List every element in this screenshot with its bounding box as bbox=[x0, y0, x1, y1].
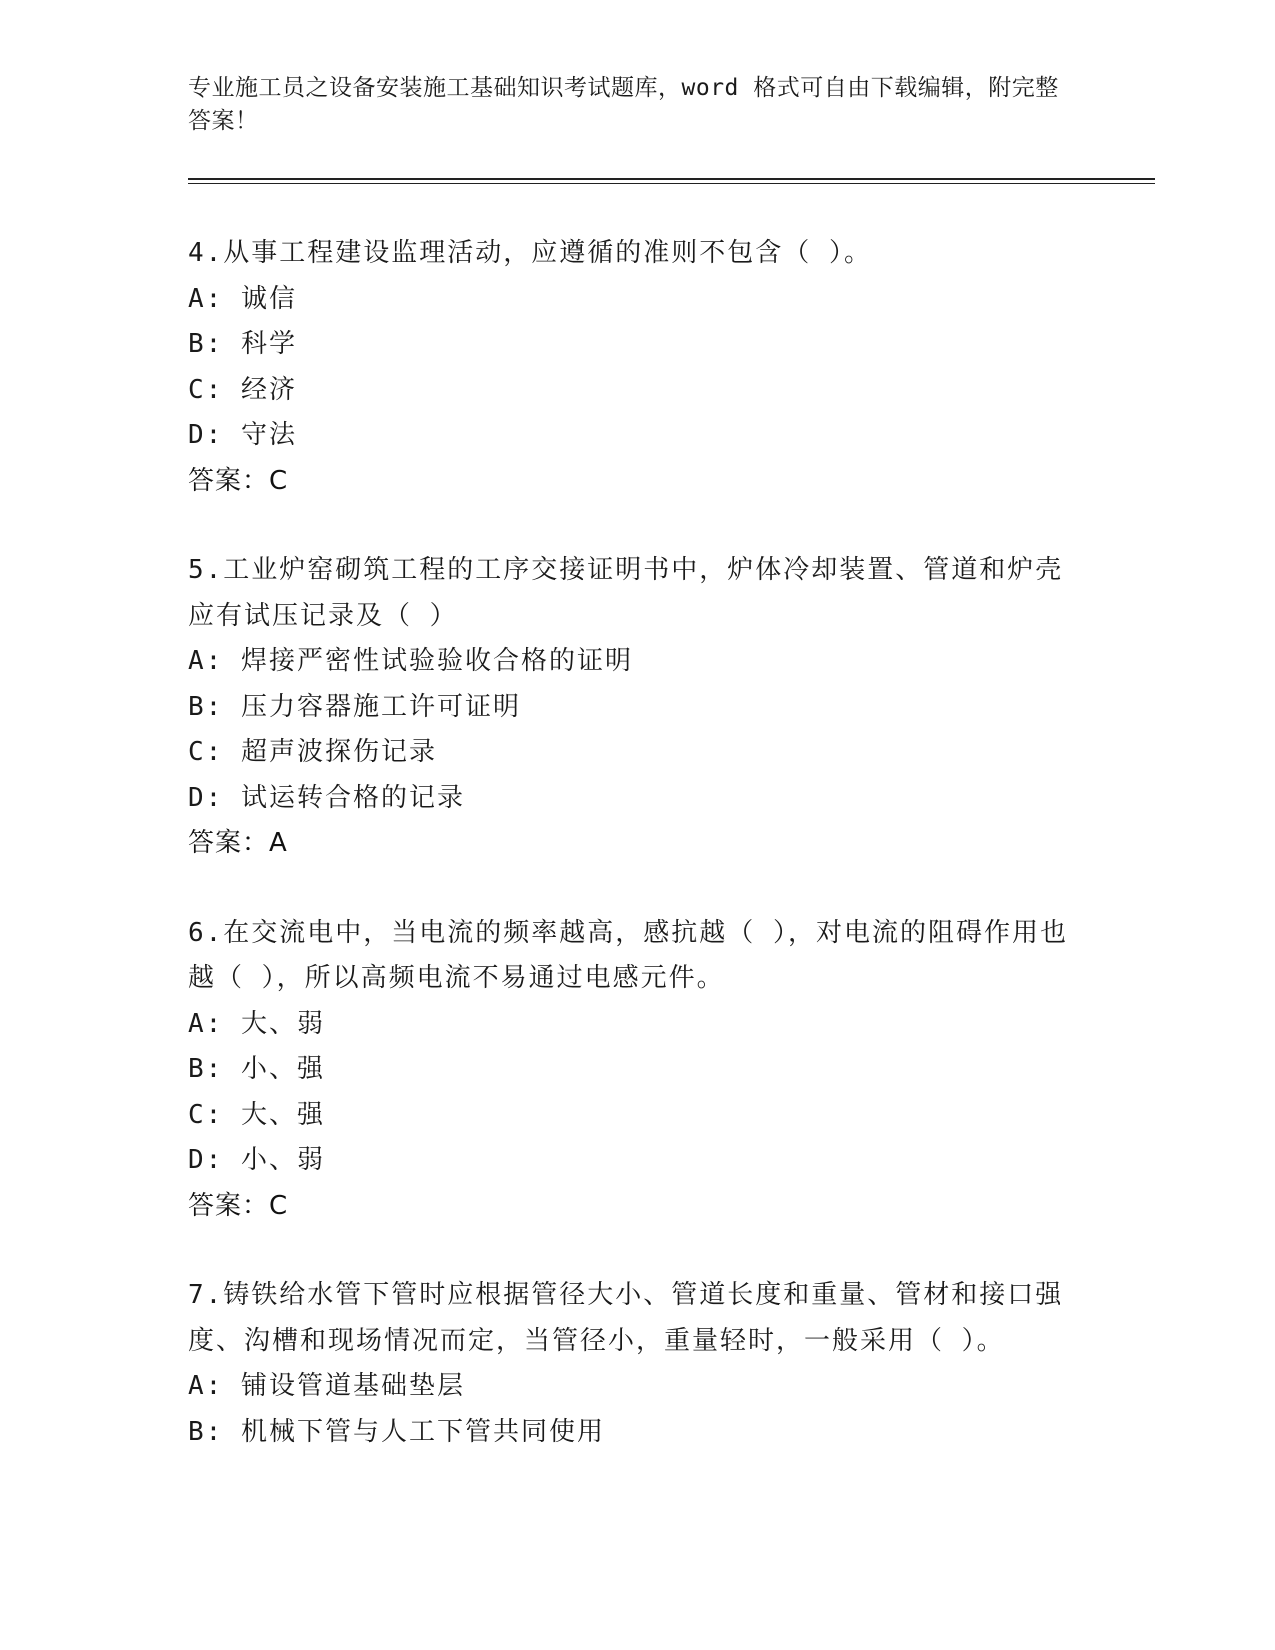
answer-label: 答案：C bbox=[188, 1190, 289, 1221]
option-a: A: 焊接严密性试验验收合格的证明 bbox=[188, 646, 633, 676]
question-stem: 4.从事工程建设监理活动，应遵循的准则不包含（ ）。 bbox=[188, 238, 872, 268]
answer-label: 答案：A bbox=[188, 828, 288, 858]
option-a: A: 大、弱 bbox=[188, 1008, 325, 1039]
option-b: B: 机械下管与人工下管共同使用 bbox=[188, 1416, 605, 1447]
question-4 bbox=[188, 231, 1088, 504]
question-stem: 5.工业炉窑砌筑工程的工序交接证明书中，炉体冷却装置、管道和炉壳应有试压记录及（ ） bbox=[188, 555, 1064, 631]
option-c: C: 超声波探伤记录 bbox=[188, 737, 437, 767]
option-d: D: 守法 bbox=[188, 420, 297, 450]
answer-label: 答案：C bbox=[188, 465, 289, 496]
question-6 bbox=[188, 911, 1088, 1230]
document-header-title: 专业施工员之设备安装施工基础知识考试题库，word 格式可自由下载编辑，附完整答案！ bbox=[188, 75, 1059, 134]
option-a: A: 铺设管道基础垫层 bbox=[188, 1371, 465, 1401]
header-divider bbox=[188, 178, 1155, 184]
question-5 bbox=[188, 548, 1088, 867]
option-d: D: 小、弱 bbox=[188, 1145, 325, 1175]
option-a: A: 诚信 bbox=[188, 283, 297, 314]
question-stem: 7.铸铁给水管下管时应根据管径大小、管道长度和重量、管材和接口强度、沟槽和现场情况而定，当管径小，重量轻时，一般采用（ ）。 bbox=[188, 1280, 1064, 1356]
option-c: C: 经济 bbox=[188, 374, 297, 405]
question-7 bbox=[188, 1273, 1088, 1455]
question-stem: 6.在交流电中，当电流的频率越高，感抗越（ ），对电流的阻碍作用也越（ ），所以高频电流不易通过电感元件。 bbox=[188, 917, 1068, 993]
question-list bbox=[188, 231, 1088, 1499]
option-b: B: 科学 bbox=[188, 329, 297, 359]
option-b: B: 小、强 bbox=[188, 1054, 325, 1084]
option-b: B: 压力容器施工许可证明 bbox=[188, 691, 521, 722]
option-d: D: 试运转合格的记录 bbox=[188, 782, 465, 813]
option-c: C: 大、强 bbox=[188, 1099, 325, 1130]
